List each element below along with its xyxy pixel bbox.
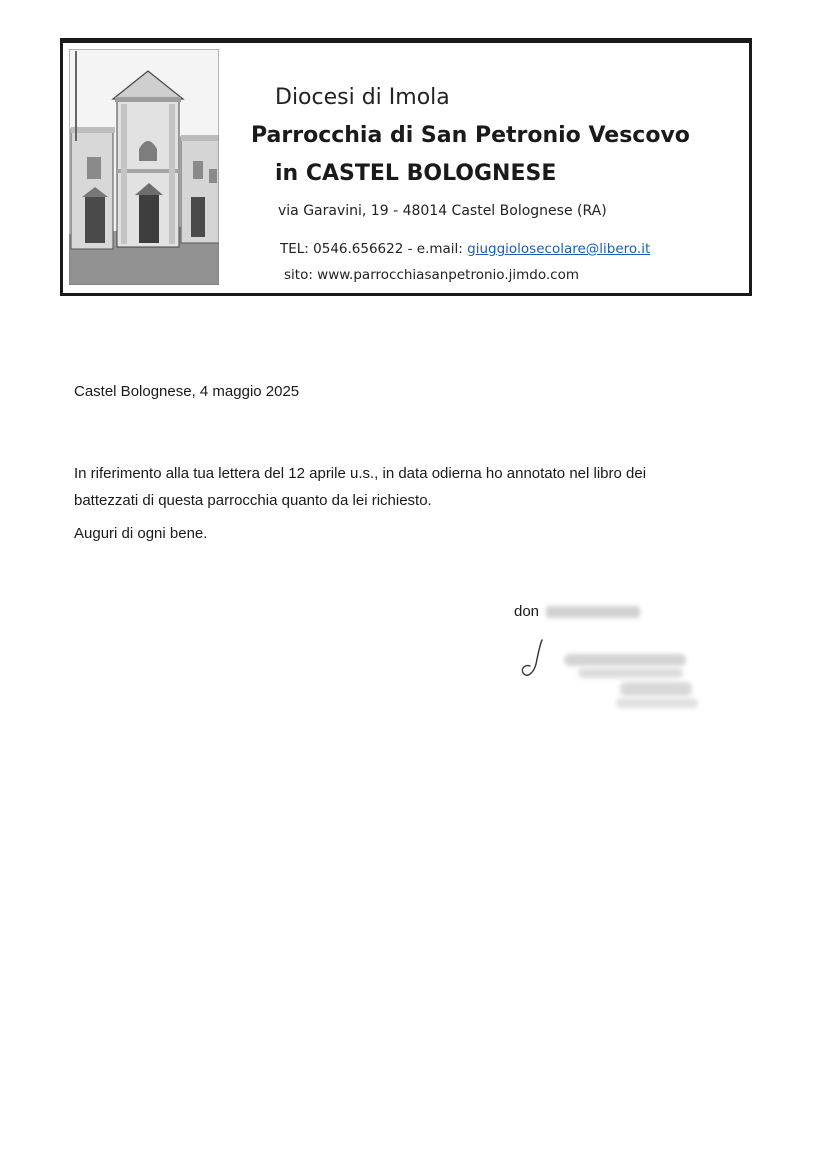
letter-paragraph-2: Auguri di ogni bene. [74, 525, 208, 542]
redacted-signature-stroke-4 [616, 698, 698, 708]
parish-address: via Garavini, 19 - 48014 Castel Bolognese (RA) [278, 203, 607, 219]
redacted-signature-stroke-3 [620, 682, 692, 696]
website-line: sito: www.parrocchiasanpetronio.jimdo.com [284, 267, 579, 283]
contact-line [280, 241, 650, 257]
redacted-signature-stroke-2 [578, 668, 683, 678]
letter-paragraph-1-line-2: battezzati di questa parrocchia quanto da lei richiesto. [74, 492, 432, 509]
email-link[interactable]: giuggiolosecolare@libero.it [467, 241, 651, 257]
parish-town: in CASTEL BOLOGNESE [275, 161, 557, 186]
letter-date: Castel Bolognese, 4 maggio 2025 [74, 383, 300, 400]
parish-name: Parrocchia di San Petronio Vescovo [251, 123, 690, 148]
letterhead [60, 38, 752, 296]
telephone-label: TEL: 0546.656622 - e.mail: [280, 241, 468, 257]
diocese-name: Diocesi di Imola [275, 85, 450, 110]
letter-paragraph-1 [74, 460, 646, 514]
signature-title: don [514, 603, 540, 620]
church-facade-image [69, 49, 219, 285]
handwritten-signature [518, 636, 708, 716]
redacted-signer-name [546, 606, 640, 618]
letter-paragraph-1-line-1: In riferimento alla tua lettera del 12 aprile u.s., in data odierna ho annotato nel libro dei [74, 465, 647, 482]
redacted-signature-stroke-1 [564, 654, 686, 666]
